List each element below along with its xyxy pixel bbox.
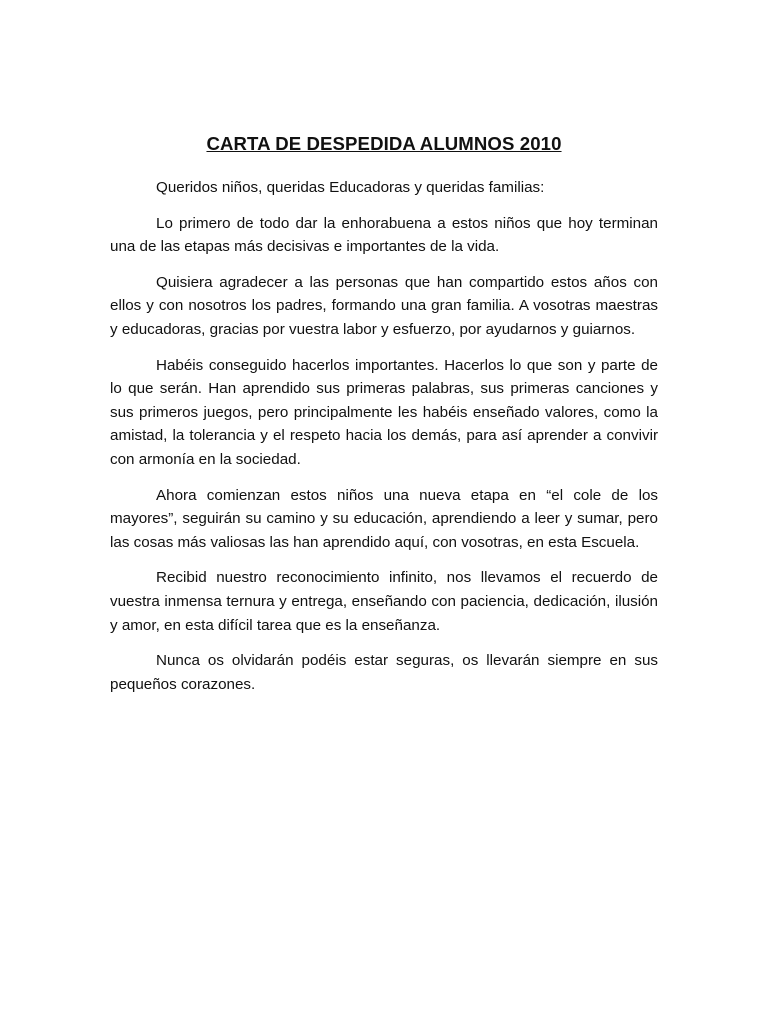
greeting-paragraph: Queridos niños, queridas Educadoras y queridas familias:	[156, 179, 545, 196]
paragraph-new-stage: Ahora comienzan estos niños una nueva etapa en “el cole de los mayores”, seguirán su camino y su educación, aprendiendo a leer y sumar, pero las cosas más valiosas las han aprendido aquí, con vosotras, en esta Escuela.	[110, 486, 658, 551]
letter-body	[110, 129, 658, 708]
letter-title: CARTA DE DESPEDIDA ALUMNOS 2010	[206, 133, 562, 154]
paragraph-thanks: Quisiera agradecer a las personas que han compartido estos años con ellos y con nosotros los padres, formando una gran familia. A vosotras maestras y educadoras, gracias por vuestra labor y esfuerzo, por ayudarnos y guiarnos.	[110, 273, 658, 338]
paragraph-values: Habéis conseguido hacerlos importantes. Hacerlos lo que son y parte de lo que serán. Han aprendido sus primeras palabras, sus primeras canciones y sus primeros juegos, pero principalmente les habéis enseñado valores, como la amistad, la tolerancia y el respeto hacia los demás, para así aprender a convivir con armonía en la sociedad.	[110, 356, 658, 468]
paragraph-congratulations: Lo primero de todo dar la enhorabuena a estos niños que hoy terminan una de las etapas más decisivas e importantes de la vida.	[110, 214, 658, 256]
paragraph-closing: Nunca os olvidarán podéis estar seguras, os llevarán siempre en sus pequeños corazones.	[110, 652, 658, 693]
paragraph-recognition: Recibid nuestro reconocimiento infinito, nos llevamos el recuerdo de vuestra inmensa ternura y entrega, enseñando con paciencia, dedicación, ilusión y amor, en esta difícil tarea que es la enseñanza.	[110, 569, 658, 634]
